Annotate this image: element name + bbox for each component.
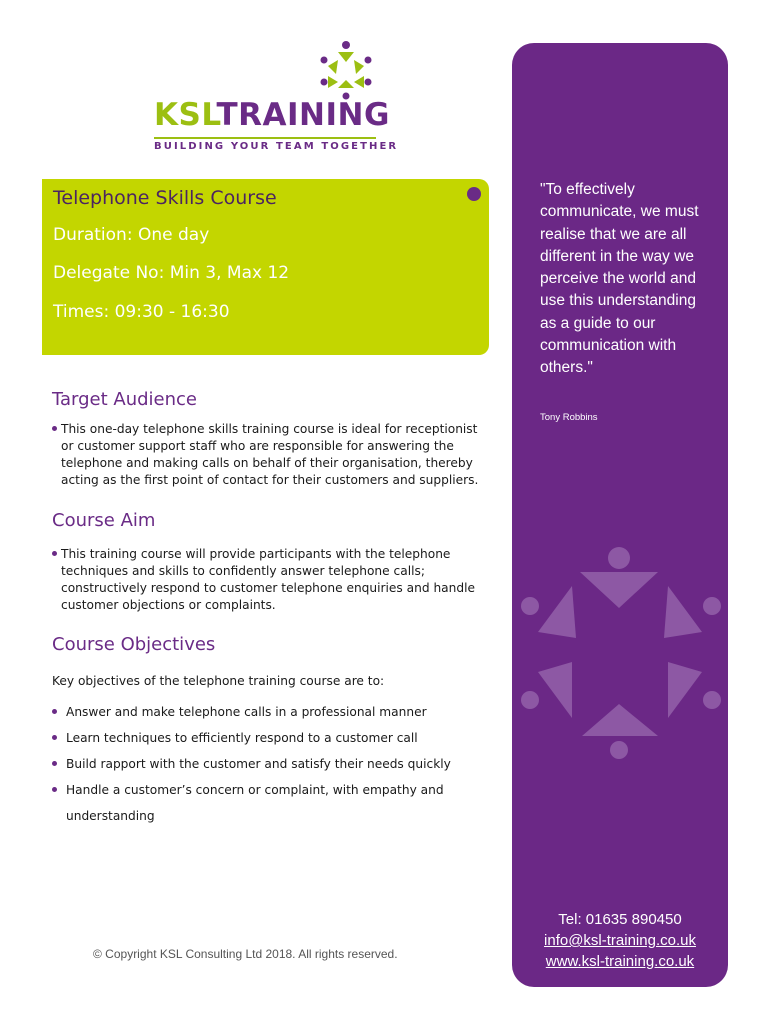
course-duration: Duration: One day [53, 225, 210, 245]
logo-tagline: BUILDING YOUR TEAM TOGETHER [154, 137, 376, 152]
course-aim-heading: Course Aim [52, 510, 156, 531]
objectives-intro: Key objectives of the telephone training course are to: [52, 674, 385, 688]
list-item [52, 751, 482, 777]
target-audience-text: This one-day telephone skills training course is ideal for receptionist or customer support staff who are responsible for answering the telephone and making calls on behalf of their organisation, thereby acting as the first point of contact for their customers and suppliers. [61, 422, 479, 487]
bullet-icon [52, 551, 57, 556]
course-aim-paragraph [52, 546, 482, 614]
course-times: Times: 09:30 - 16:30 [53, 302, 230, 322]
contact-tel: Tel: 01635 890450 [558, 911, 682, 928]
team-people-icon [316, 40, 376, 100]
target-audience-heading: Target Audience [52, 389, 198, 410]
course-info-box [42, 179, 489, 355]
objective-text: Learn techniques to efficiently respond to a customer call [66, 731, 418, 745]
sidebar-quote: "To effectively communicate, we must realise that we are all different in the way we perceive the world and use this understanding as a guide to our communication with others." [540, 181, 699, 377]
list-item [52, 699, 482, 725]
decorative-dot-icon [467, 187, 481, 201]
team-circle-icon [512, 540, 728, 760]
course-objectives-heading: Course Objectives [52, 634, 216, 655]
course-delegates: Delegate No: Min 3, Max 12 [53, 263, 290, 283]
logo-wordmark [154, 97, 390, 133]
sidebar-panel [512, 43, 728, 987]
bullet-icon [52, 709, 57, 714]
objective-text: Answer and make telephone calls in a professional manner [66, 705, 427, 719]
contact-website-link[interactable]: www.ksl-training.co.uk [545, 953, 695, 970]
contact-email-link[interactable]: info@ksl-training.co.uk [544, 932, 696, 949]
bullet-icon [52, 426, 57, 431]
ksl-logo [150, 40, 399, 155]
objectives-list [52, 699, 482, 829]
objective-text: Build rapport with the customer and satisfy their needs quickly [66, 757, 451, 771]
list-item [52, 777, 482, 829]
copyright-text: © Copyright KSL Consulting Ltd 2018. All rights reserved. [93, 947, 398, 961]
logo-ksl: KSL [154, 97, 217, 133]
bullet-icon [52, 735, 57, 740]
contact-block [512, 909, 728, 972]
objective-text: Handle a customer’s concern or complaint, with empathy and understanding [66, 783, 444, 823]
list-item [52, 725, 482, 751]
bullet-icon [52, 761, 57, 766]
course-aim-text: This training course will provide participants with the telephone techniques and skills to confidently answer telephone calls; constructively respond to customer telephone enquiries and handle customer objections or complaints. [61, 547, 475, 612]
course-title: Telephone Skills Course [53, 187, 277, 209]
logo-training: TRAINING [216, 97, 390, 133]
quote-author: Tony Robbins [540, 412, 598, 423]
target-audience-paragraph [52, 421, 482, 489]
bullet-icon [52, 787, 57, 792]
